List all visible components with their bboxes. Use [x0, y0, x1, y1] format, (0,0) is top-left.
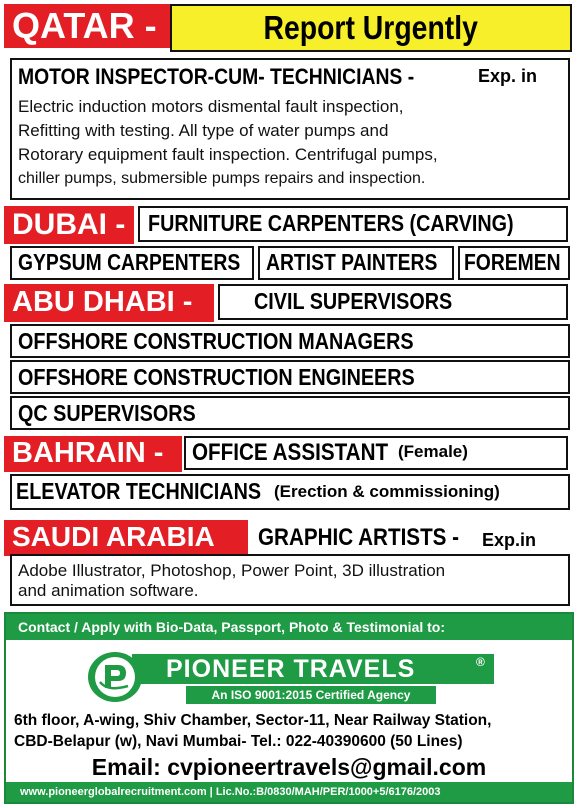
abudhabi-role-offshore-engineers: OFFSHORE CONSTRUCTION ENGINEERS: [10, 360, 570, 394]
abudhabi-role-civil-supervisors: CIVIL SUPERVISORS: [218, 284, 568, 320]
country-abu-dhabi: ABU DHABI -: [4, 284, 214, 322]
contact-email: [6, 754, 572, 781]
dubai-role-foremen: FOREMEN: [458, 246, 570, 280]
country-dubai: DUBAI -: [4, 206, 134, 244]
country-saudi-arabia: SAUDI ARABIA: [4, 520, 248, 556]
iso-certification: An ISO 9001:2015 Certified Agency: [186, 686, 436, 704]
registered-mark: ®: [476, 655, 485, 669]
contact-instructions-bar: Contact / Apply with Bio-Data, Passport, Photo & Testimonial to:: [6, 614, 572, 640]
dubai-role-artist-painters: ARTIST PAINTERS: [258, 246, 454, 280]
pioneer-travels-logo: [88, 650, 498, 706]
qatar-exp-label: Exp. in: [478, 66, 538, 86]
qatar-job-box: [10, 58, 570, 200]
p-monogram-icon: [88, 652, 142, 702]
qatar-role-title: MOTOR INSPECTOR-CUM- TECHNICIANS -: [18, 64, 415, 89]
email-link[interactable]: Email: cvpioneertravels@gmail.com: [91, 754, 487, 780]
abudhabi-role-qc-supervisors: QC SUPERVISORS: [10, 396, 570, 430]
contact-footer: [4, 612, 574, 804]
qatar-description: Electric induction motors dismental fault inspection, Refitting with testing. All type of water pumps and Rotorary equipment fault inspection. Centrifugal pumps, chiller pumps, submersible pumps repairs and inspection.: [18, 97, 438, 187]
report-urgently-banner: Report Urgently: [170, 4, 572, 52]
website-license-bar: www.pioneerglobalrecruitment.com | Lic.No.:B/0830/MAH/PER/1000+5/6176/2003: [6, 782, 572, 802]
saudi-role-title: GRAPHIC ARTISTS -: [258, 524, 460, 551]
bahrain-role-elevator-technicians: ELEVATOR TECHNICIANS (Erection & commissioning): [10, 474, 570, 510]
country-bahrain: BAHRAIN -: [4, 436, 182, 472]
saudi-description-box: Adobe Illustrator, Photoshop, Power Point, 3D illustration and animation software.: [10, 554, 570, 606]
bahrain-role2-note: (Erection & commissioning): [274, 482, 500, 501]
country-qatar: QATAR -: [4, 4, 266, 48]
abudhabi-role-offshore-managers: OFFSHORE CONSTRUCTION MANAGERS: [10, 324, 570, 358]
office-address: 6th floor, A-wing, Shiv Chamber, Sector-11, Near Railway Station, CBD-Belapur (w), Navi Mumbai- Tel.: 022-40390600 (50 Lines): [14, 712, 492, 750]
saudi-exp-label: Exp.in: [482, 530, 537, 550]
bahrain-role1-note: (Female): [398, 442, 468, 461]
dubai-role-furniture-carpenters: FURNITURE CARPENTERS (CARVING): [138, 206, 568, 242]
bahrain-role-office-assistant: OFFICE ASSISTANT (Female): [184, 436, 568, 470]
dubai-role-gypsum-carpenters: GYPSUM CARPENTERS: [10, 246, 254, 280]
pioneer-logo-icon: [88, 652, 142, 702]
company-name: PIONEER TRAVELS: [166, 655, 416, 683]
